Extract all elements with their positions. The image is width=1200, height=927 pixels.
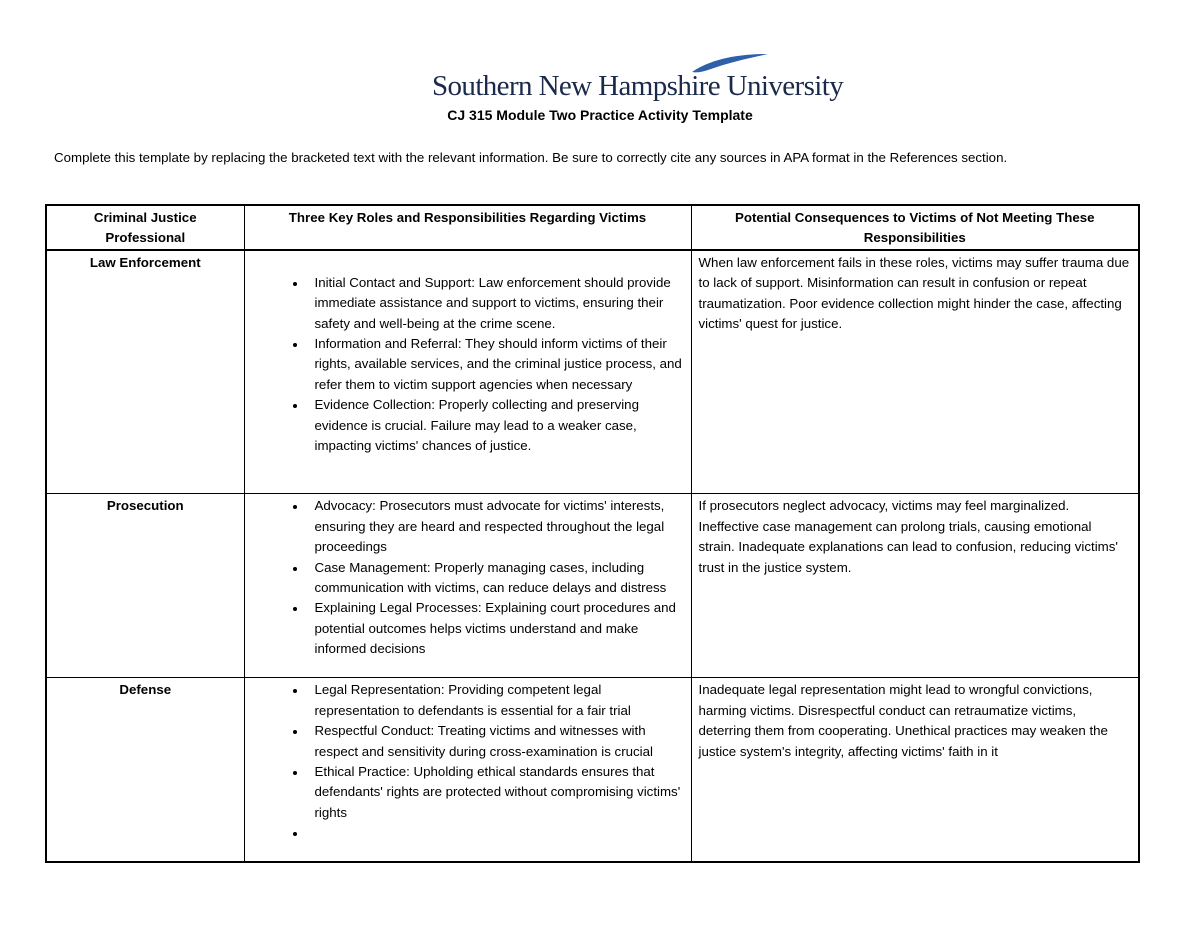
- roles-list: [252, 680, 684, 843]
- roles-list: [252, 273, 684, 457]
- consequences-cell: Inadequate legal representation might lead to wrongful convictions, harming victims. Disrespectful conduct can retraumatize victims, deterring them from cooperating. Unethical practices may weaken the justice system's integrity, affecting victims' faith in it: [691, 678, 1139, 862]
- list-item: • Respectful Conduct: Treating victims and witnesses with respect and sensitivity during cross-examination is crucial: [307, 721, 684, 762]
- university-logo: [432, 54, 844, 106]
- list-item: • Ethical Practice: Upholding ethical standards ensures that defendants' rights are protected without compromising victims' rights: [307, 762, 684, 823]
- table-row: [46, 678, 1139, 862]
- list-item: • Initial Contact and Support: Law enforcement should provide immediate assistance and support to victims, ensuring their safety and well-being at the crime scene.: [307, 273, 684, 334]
- roles-cell: [244, 678, 691, 862]
- roles-table: [45, 204, 1140, 863]
- table-row: [46, 250, 1139, 494]
- logo-text: Southern New Hampshire University: [432, 70, 844, 102]
- table-row: [46, 494, 1139, 678]
- consequences-cell: If prosecutors neglect advocacy, victims may feel marginalized. Ineffective case management can prolong trials, causing emotional strain. Inadequate explanations can lead to confusion, reducing victims' trust in the justice system.: [691, 494, 1139, 678]
- roles-cell: [244, 494, 691, 678]
- header-consequences: Potential Consequences to Victims of Not Meeting These Responsibilities: [691, 205, 1139, 250]
- list-item: [307, 823, 684, 843]
- list-item: • Advocacy: Prosecutors must advocate for victims' interests, ensuring they are heard and respected throughout the legal proceedings: [307, 496, 684, 557]
- list-item: • Explaining Legal Processes: Explaining court procedures and potential outcomes helps victims understand and make informed decisions: [307, 598, 684, 659]
- header-roles: Three Key Roles and Responsibilities Regarding Victims: [244, 205, 691, 250]
- list-item: • Case Management: Properly managing cases, including communication with victims, can reduce delays and distress: [307, 558, 684, 599]
- roles-list: [252, 496, 684, 659]
- list-item: • Information and Referral: They should inform victims of their rights, available services, and the criminal justice process, and refer them to victim support agencies when necessary: [307, 334, 684, 395]
- list-item: • Legal Representation: Providing competent legal representation to defendants is essential for a fair trial: [307, 680, 684, 721]
- list-item: • Evidence Collection: Properly collecting and preserving evidence is crucial. Failure may lead to a weaker case, impacting victims' chances of justice.: [307, 395, 684, 456]
- professional-cell: Prosecution: [46, 494, 244, 678]
- professional-cell: Law Enforcement: [46, 250, 244, 494]
- roles-cell: [244, 250, 691, 494]
- professional-cell: Defense: [46, 678, 244, 862]
- page-title: CJ 315 Module Two Practice Activity Template: [447, 107, 753, 123]
- intro-paragraph: Complete this template by replacing the bracketed text with the relevant information. Be sure to correctly cite any sources in APA format in the References section.: [54, 150, 1008, 165]
- consequences-cell: When law enforcement fails in these roles, victims may suffer trauma due to lack of support. Misinformation can result in confusion or repeat traumatization. Poor evidence collection might hinder the case, affecting victims' quest for justice.: [691, 250, 1139, 494]
- header-professional: Criminal Justice Professional: [46, 205, 244, 250]
- table-header-row: [46, 205, 1139, 250]
